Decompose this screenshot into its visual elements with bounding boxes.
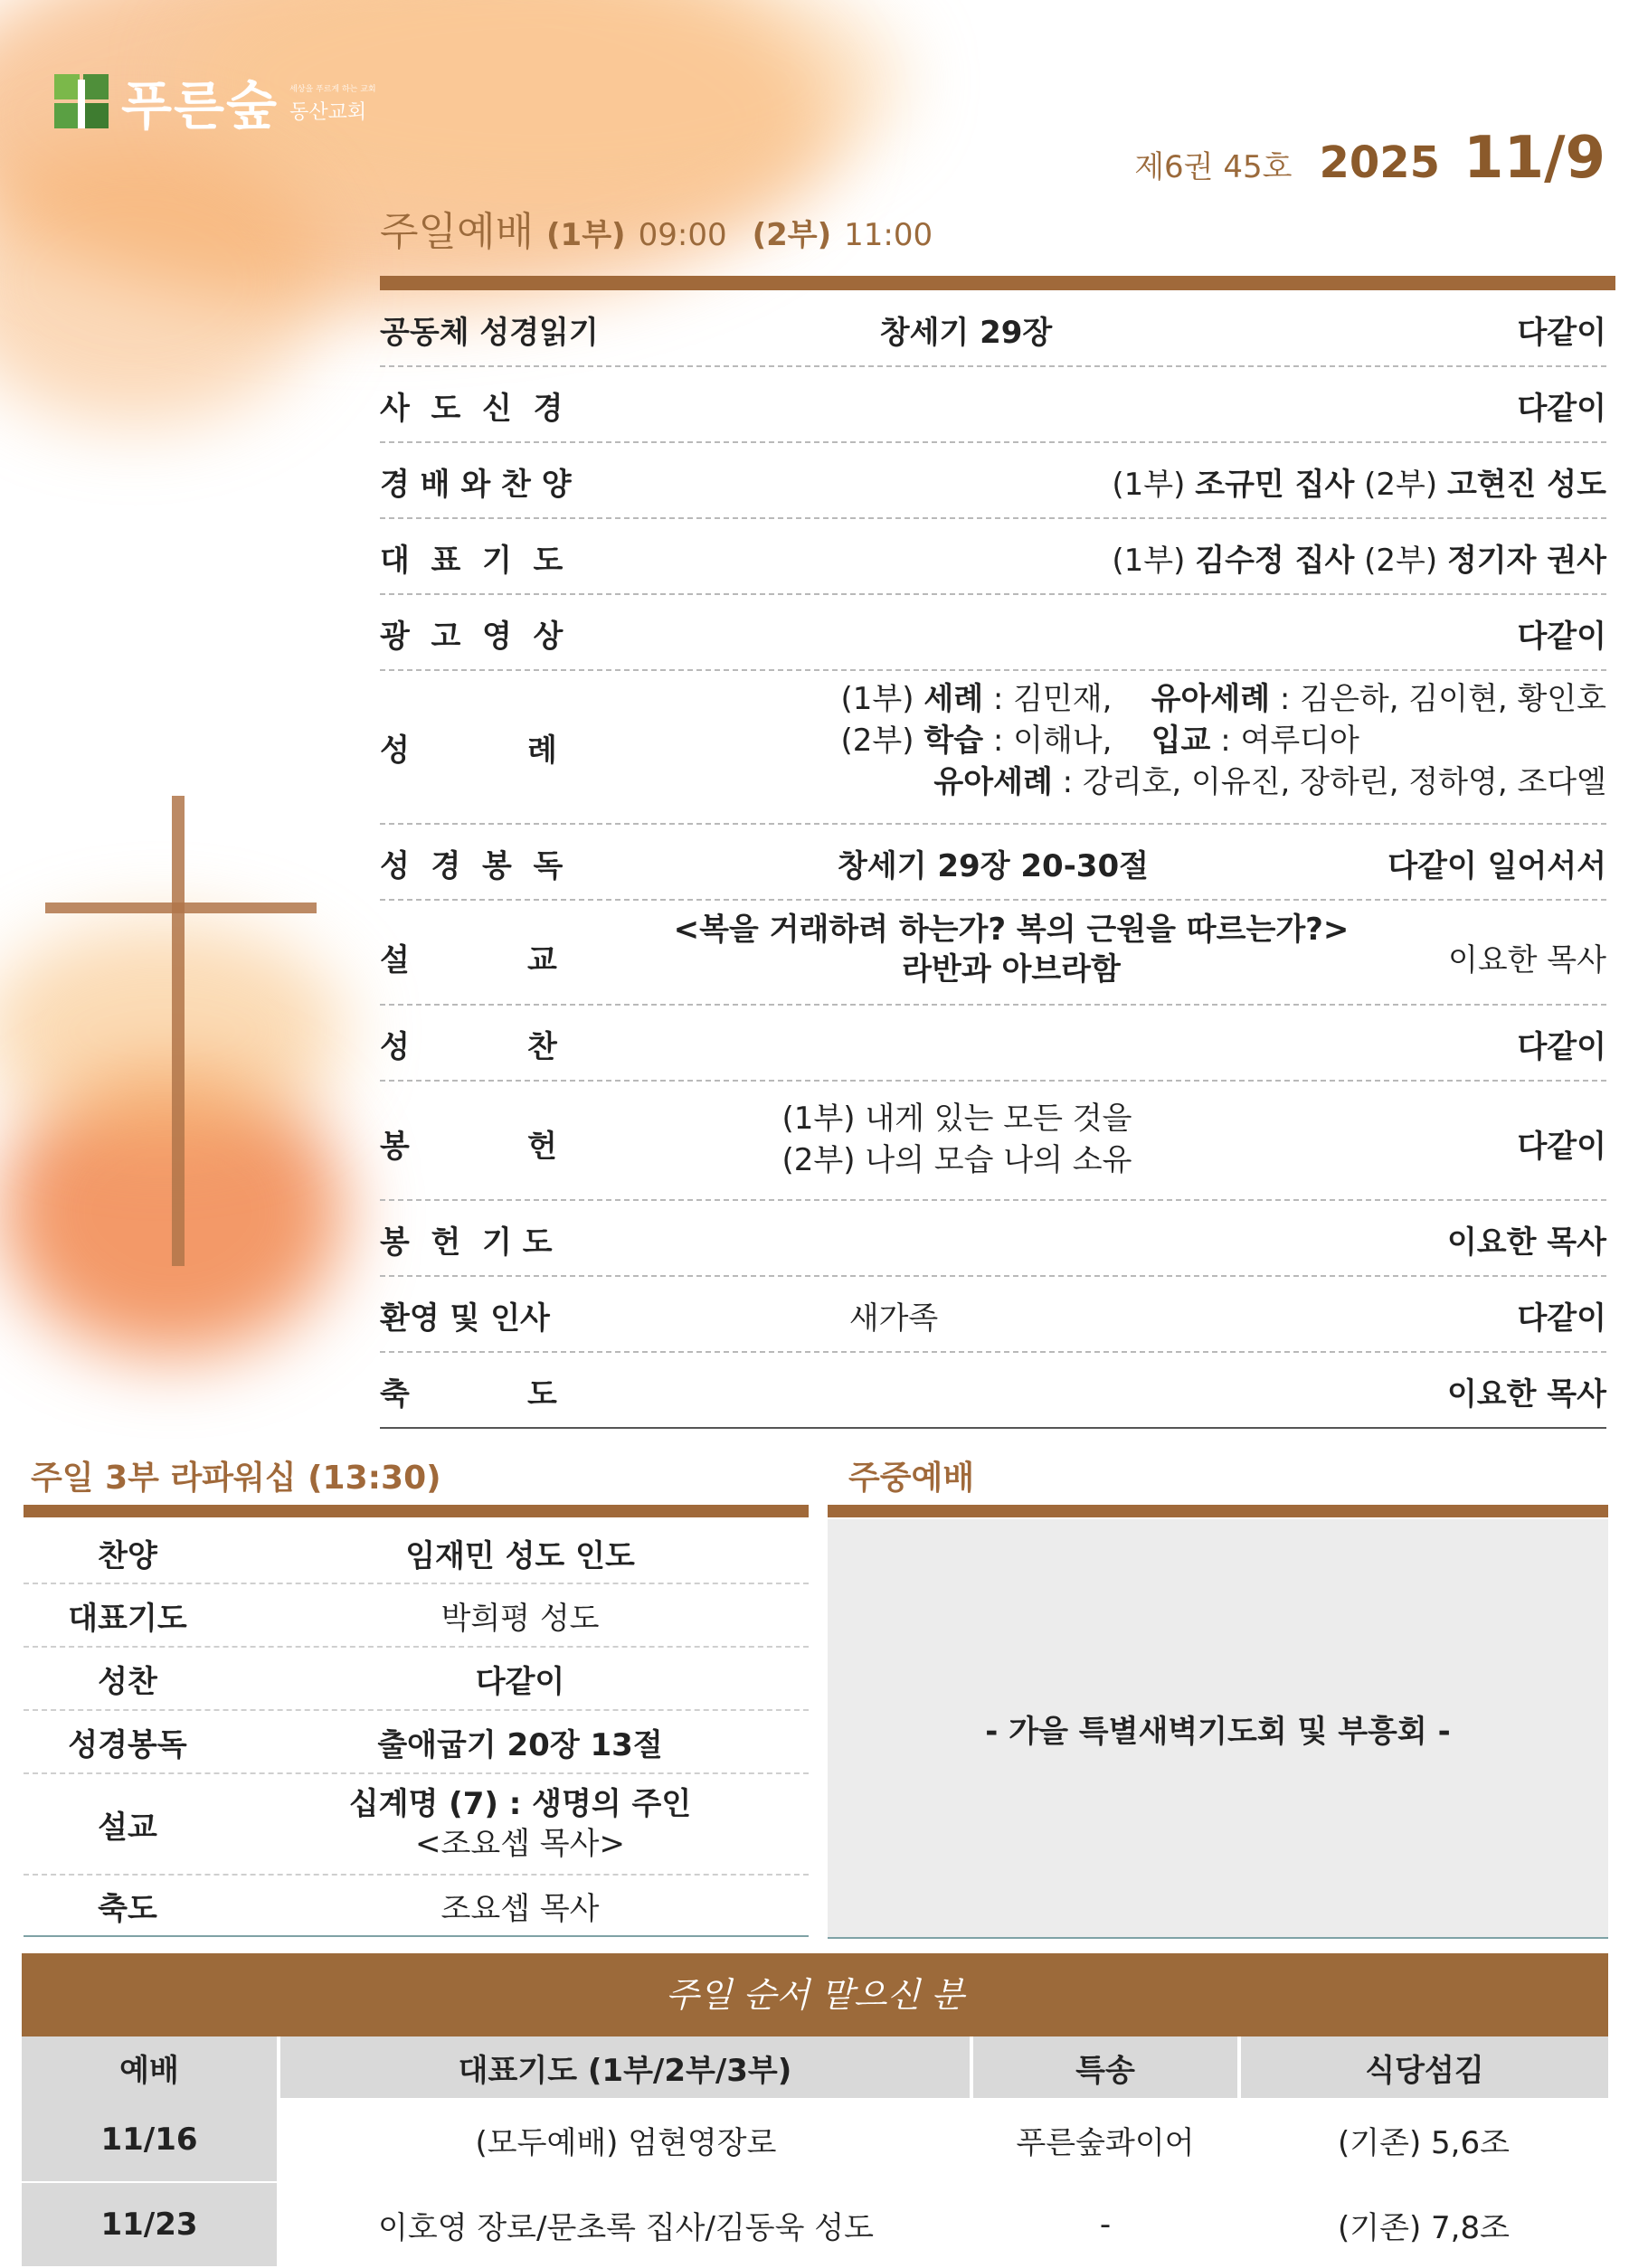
order-right: 다같이 [1517,391,1606,427]
third-service-table [24,1523,809,1937]
order-row [380,1006,1606,1082]
rite-people: : 김민재, [983,681,1113,717]
cross-icon [36,796,326,1284]
order-right: 다같이 [1517,619,1606,655]
midweek-bar [828,1505,1608,1517]
table-row [24,1584,809,1648]
logo-sub [289,78,376,125]
order-row [380,443,1606,519]
order-label: 축 도 [380,1376,557,1413]
part-label: (2부) [1364,543,1438,579]
order-right: 다같이 [1517,315,1606,351]
rite-name: 입교 [1151,723,1211,759]
column-header: 특송 [971,2036,1239,2098]
sermon-title [651,910,1371,989]
order-label: 광 고 영 상 [380,619,564,655]
service-first: (1부) [546,217,626,253]
order-right [1112,535,1606,580]
person-name: 고현진 성도 [1446,467,1606,503]
part-label: (1부) [1112,467,1186,503]
sermon-title-line1: <복을 거래하려 하는가? 복의 근원을 따르는가?> [673,912,1350,948]
order-right: 이요한 목사 [1446,1224,1606,1261]
order-row [380,1353,1606,1429]
column-header: 식당섬김 [1239,2036,1608,2098]
service-title [380,199,933,257]
sacrament-details [841,678,1606,803]
header-bar [380,276,1615,290]
table-row [24,1876,809,1937]
table-row [24,1774,809,1876]
order-label: 사 도 신 경 [380,391,564,427]
rite-people: : 강리호, 이유진, 장하린, 정하영, 조다엘 [1052,764,1606,800]
order-row [380,1277,1606,1353]
logo-tagline: 세상을 푸르게 하는 교회 [289,85,376,94]
person-name: 김수정 집사 [1195,543,1355,579]
order-label: 봉 헌 [380,1129,557,1165]
service-second-time: 11:00 [844,217,933,253]
table-cell: 11/23 [22,2182,279,2267]
order-center: 창세기 29장 [879,315,1053,351]
issue-date: 11/9 [1463,125,1605,192]
order-row [380,671,1606,825]
row-value: 출애굽기 20장 13절 [377,1726,663,1763]
schedule-table [22,2036,1608,2268]
person-name: 정기자 권사 [1446,543,1606,579]
order-row [380,825,1606,901]
preacher: <조요셉 목사> [414,1826,625,1862]
order-center: 창세기 29장 20-30절 [838,848,1149,884]
rite-name: 유아세례 [1151,681,1271,717]
order-label: 환영 및 인사 [380,1300,550,1337]
tree-logo-icon [54,74,109,128]
order-label: 공동체 성경읽기 [380,315,599,351]
rite-name: 세례 [923,681,984,717]
midweek-title: 주중예배 [848,1460,975,1497]
rite-people: : 김은하, 김이현, 황인호 [1270,681,1606,717]
order-label: 설 교 [380,942,557,978]
row-label: 성경봉독 [68,1726,187,1763]
order-label: 경 배 와 찬 양 [380,467,572,503]
rite-name: 학습 [923,723,984,759]
row-label: 축도 [98,1890,157,1927]
third-service-bar [24,1505,809,1517]
sermon-title: 십계명 (7) : 생명의 주인 [348,1786,692,1822]
order-right: 다같이 일어서서 [1387,848,1606,884]
row-value: 조요셉 목사 [440,1890,600,1927]
table-cell: (모두예배) 엄현영장로 [279,2098,971,2182]
schedule-title: 주일 순서 맡으신 분 [22,1953,1608,2036]
service-first-time: 09:00 [638,217,727,253]
issue-year: 2025 [1319,137,1441,188]
table-cell: (기존) 5,6조 [1239,2098,1608,2182]
row-value: 다같이 [475,1663,565,1700]
church-name: 동산교회 [289,101,367,124]
table-row [24,1648,809,1711]
order-label: 성 례 [380,732,557,769]
row-value: 임재민 성도 인도 [405,1537,635,1574]
issue-volume: 제6권 45호 [1134,149,1293,185]
table-header-row [22,2036,1608,2098]
table-cell: 이호영 장로/문초록 집사/김동욱 성도 [279,2182,971,2267]
part-label: (1부) [840,681,914,717]
offering-song-1: (1부) 내게 있는 모든 것을 [781,1101,1132,1137]
table-row [24,1523,809,1584]
table-row [22,2098,1608,2182]
order-right: 다같이 [1517,1300,1606,1337]
order-label: 성 찬 [380,1029,557,1065]
logo-text: 푸른숲 [121,75,279,137]
rite-people: : 여루디아 [1210,723,1359,759]
row-label: 대표기도 [68,1600,187,1637]
order-row [380,595,1606,671]
order-row [380,1082,1606,1201]
midweek-box [828,1519,1608,1939]
service-name: 주일예배 [380,209,535,255]
issue-info [1134,125,1605,192]
row-label: 찬양 [98,1537,157,1574]
row-value [232,1784,809,1864]
part-label: (1부) [1112,543,1186,579]
table-row [24,1711,809,1774]
order-right: 다같이 [1517,1029,1606,1065]
part-label: (2부) [840,723,914,759]
rite-people: : 이해나, [983,723,1113,759]
row-label: 설교 [98,1809,157,1846]
order-right [1112,459,1606,504]
table-cell: 푸른숲콰이어 [971,2098,1239,2182]
column-header: 대표기도 (1부/2부/3부) [279,2036,971,2098]
order-row [380,291,1606,367]
row-value: 박희평 성도 [440,1600,600,1637]
church-logo [54,63,376,139]
column-header: 예배 [22,2036,279,2098]
sermon-title-line2: 라반과 아브라함 [902,951,1121,988]
order-center: 새가족 [848,1300,939,1337]
order-right: 다같이 [1517,1129,1606,1165]
order-row [380,367,1606,443]
order-row [380,519,1606,595]
table-cell: - [971,2182,1239,2267]
order-label: 봉 헌 기 도 [380,1224,553,1261]
order-row [380,1201,1606,1277]
offering-song-2: (2부) 나의 모습 나의 소유 [781,1142,1132,1178]
table-cell: (기존) 7,8조 [1239,2182,1608,2267]
order-right: 이요한 목사 [1447,942,1606,978]
order-label: 성 경 봉 독 [380,848,564,884]
table-cell: 11/16 [22,2098,279,2182]
person-name: 조규민 집사 [1195,467,1355,503]
part-label: (2부) [1364,467,1438,503]
table-row [22,2182,1608,2267]
midweek-text: - 가을 특별새벽기도회 및 부흥회 - [985,1713,1451,1750]
rite-name: 유아세례 [933,764,1053,800]
row-label: 성찬 [98,1663,157,1700]
order-label: 대 표 기 도 [380,543,564,579]
service-second: (2부) [752,217,832,253]
order-right: 이요한 목사 [1446,1376,1606,1413]
third-service-title: 주일 3부 라파워십 (13:30) [31,1460,441,1497]
offering-songs [651,1098,1263,1181]
order-row [380,901,1606,1006]
